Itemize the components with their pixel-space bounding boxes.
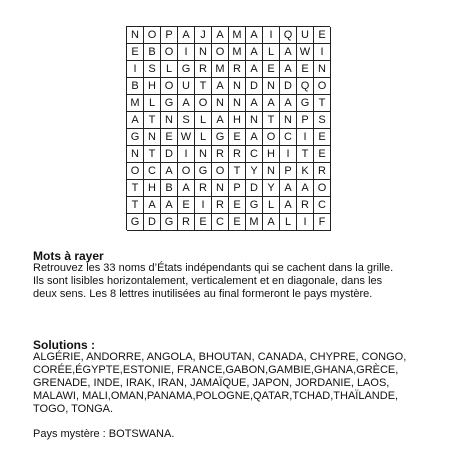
grid-cell[interactable]: T: [263, 112, 280, 129]
grid-cell[interactable]: N: [195, 146, 212, 163]
grid-cell[interactable]: T: [144, 112, 161, 129]
grid-cell[interactable]: L: [144, 95, 161, 112]
grid-cell[interactable]: M: [212, 61, 229, 78]
grid-cell[interactable]: E: [229, 197, 246, 214]
grid-cell[interactable]: T: [297, 146, 314, 163]
grid-cell[interactable]: T: [127, 180, 144, 197]
grid-cell[interactable]: L: [195, 129, 212, 146]
grid-cell[interactable]: B: [161, 180, 178, 197]
grid-cell[interactable]: L: [263, 197, 280, 214]
grid-cell[interactable]: D: [144, 214, 161, 231]
grid-cell[interactable]: M: [229, 44, 246, 61]
grid-cell[interactable]: P: [161, 27, 178, 44]
grid-cell[interactable]: C: [212, 214, 229, 231]
grid-cell[interactable]: O: [144, 27, 161, 44]
grid-cell[interactable]: Y: [263, 180, 280, 197]
grid-cell[interactable]: L: [263, 44, 280, 61]
grid-cell[interactable]: A: [280, 44, 297, 61]
grid-cell[interactable]: W: [297, 44, 314, 61]
grid-cell[interactable]: M: [229, 27, 246, 44]
grid-cell[interactable]: E: [229, 214, 246, 231]
grid-cell[interactable]: D: [280, 78, 297, 95]
grid-cell[interactable]: Q: [280, 27, 297, 44]
grid-cell[interactable]: N: [127, 146, 144, 163]
grid-cell[interactable]: P: [280, 163, 297, 180]
grid-cell[interactable]: D: [246, 78, 263, 95]
solutions-line: ALGÉRIE, ANDORRE, ANGOLA, BHOUTAN, CANADA, CHYPRE, CONGO,: [33, 351, 407, 363]
grid-cell[interactable]: E: [263, 61, 280, 78]
grid-cell[interactable]: D: [246, 180, 263, 197]
grid-cell[interactable]: B: [144, 44, 161, 61]
grid-cell[interactable]: A: [212, 112, 229, 129]
grid-cell[interactable]: S: [178, 112, 195, 129]
grid-cell[interactable]: A: [280, 95, 297, 112]
grid-cell[interactable]: N: [195, 44, 212, 61]
grid-cell[interactable]: H: [263, 146, 280, 163]
solutions-text: [33, 351, 406, 416]
grid-cell[interactable]: C: [314, 197, 331, 214]
grid-cell[interactable]: O: [212, 163, 229, 180]
grid-cell[interactable]: A: [246, 27, 263, 44]
grid-cell[interactable]: U: [297, 27, 314, 44]
solutions-line: CORÉE,ÉGYPTE,ESTONIE, FRANCE,GABON,GAMBIE,GHANA,GRÈCE,: [33, 364, 399, 376]
grid-cell[interactable]: O: [178, 163, 195, 180]
grid-cell[interactable]: A: [178, 95, 195, 112]
grid-cell[interactable]: S: [144, 61, 161, 78]
grid-cell[interactable]: E: [161, 129, 178, 146]
grid-cell[interactable]: R: [212, 197, 229, 214]
grid-cell[interactable]: E: [127, 44, 144, 61]
grid-cell[interactable]: E: [314, 27, 331, 44]
grid-cell[interactable]: R: [229, 146, 246, 163]
grid-cell[interactable]: E: [178, 197, 195, 214]
grid-cell[interactable]: T: [314, 95, 331, 112]
grid-cell[interactable]: R: [195, 180, 212, 197]
grid-cell[interactable]: N: [246, 112, 263, 129]
grid-cell[interactable]: H: [229, 112, 246, 129]
grid-cell[interactable]: G: [161, 95, 178, 112]
grid-cell[interactable]: T: [195, 78, 212, 95]
grid-cell[interactable]: C: [144, 163, 161, 180]
grid-cell[interactable]: G: [127, 214, 144, 231]
grid-cell[interactable]: U: [178, 78, 195, 95]
word-search-grid: [126, 26, 330, 230]
grid-cell[interactable]: T: [229, 163, 246, 180]
grid-cell[interactable]: N: [161, 112, 178, 129]
grid-cell[interactable]: H: [144, 78, 161, 95]
grid-cell[interactable]: N: [280, 112, 297, 129]
grid-cell[interactable]: A: [178, 180, 195, 197]
grid-cell[interactable]: R: [195, 61, 212, 78]
grid-cell[interactable]: C: [280, 129, 297, 146]
grid-cell[interactable]: W: [178, 129, 195, 146]
grid-cell[interactable]: R: [212, 146, 229, 163]
grid-cell[interactable]: E: [229, 129, 246, 146]
grid-cell[interactable]: N: [263, 78, 280, 95]
grid-cell[interactable]: L: [280, 214, 297, 231]
grid-cell[interactable]: A: [212, 78, 229, 95]
grid-cell[interactable]: Q: [297, 78, 314, 95]
grid-cell[interactable]: A: [280, 180, 297, 197]
grid-cell[interactable]: E: [314, 129, 331, 146]
grid-cell[interactable]: O: [127, 163, 144, 180]
grid-cell[interactable]: N: [229, 78, 246, 95]
grid-cell[interactable]: N: [212, 95, 229, 112]
grid-cell[interactable]: B: [127, 78, 144, 95]
grid-cell[interactable]: P: [229, 180, 246, 197]
solutions-line: MALAWI, MALI,OMAN,PANAMA,POLOGNE,QATAR,TCHAD,THAÏLANDE,: [33, 390, 399, 402]
grid-cell[interactable]: O: [212, 44, 229, 61]
grid-cell[interactable]: E: [195, 214, 212, 231]
grid-cell[interactable]: O: [161, 78, 178, 95]
grid-cell[interactable]: I: [297, 129, 314, 146]
grid-cell[interactable]: E: [297, 61, 314, 78]
grid-cell[interactable]: G: [195, 163, 212, 180]
grid-cell[interactable]: N: [263, 163, 280, 180]
grid-cell[interactable]: A: [246, 44, 263, 61]
grid-cell[interactable]: I: [127, 61, 144, 78]
grid-cell[interactable]: O: [314, 78, 331, 95]
solutions-line: GRENADE, INDE, IRAK, IRAN, JAMAÏQUE, JAPON, JORDANIE, LAOS,: [33, 377, 390, 389]
grid-cell[interactable]: N: [127, 27, 144, 44]
grid-cell[interactable]: I: [178, 44, 195, 61]
grid-cell[interactable]: L: [195, 112, 212, 129]
grid-cell[interactable]: R: [229, 61, 246, 78]
grid-cell[interactable]: L: [161, 61, 178, 78]
instructions-line: deux sens. Les 8 lettres inutilisées au final formeront le pays mystère.: [33, 288, 373, 300]
grid-cell[interactable]: T: [127, 197, 144, 214]
grid-cell[interactable]: R: [297, 197, 314, 214]
grid-cell[interactable]: I: [280, 146, 297, 163]
grid-cell[interactable]: A: [127, 112, 144, 129]
grid-cell[interactable]: A: [161, 163, 178, 180]
grid-cell[interactable]: G: [127, 129, 144, 146]
grid-cell[interactable]: A: [246, 61, 263, 78]
grid-cell[interactable]: N: [144, 129, 161, 146]
grid-cell[interactable]: M: [246, 214, 263, 231]
instructions-line: Ils sont lisibles horizontalement, verticalement et en diagonale, dans les: [33, 275, 383, 287]
instructions-title: Mots à rayer: [33, 249, 104, 263]
grid-cell[interactable]: I: [314, 44, 331, 61]
grid-cell[interactable]: O: [314, 180, 331, 197]
grid-cell[interactable]: A: [246, 129, 263, 146]
instructions-line: Retrouvez les 33 noms d’États indépendants qui se cachent dans la grille.: [33, 262, 394, 274]
solutions-line: TOGO, TONGA.: [33, 403, 114, 415]
grid-cell[interactable]: C: [246, 146, 263, 163]
grid-cell[interactable]: A: [263, 214, 280, 231]
grid-cell[interactable]: G: [161, 214, 178, 231]
grid-cell[interactable]: G: [178, 61, 195, 78]
grid-cell[interactable]: G: [246, 197, 263, 214]
grid-cell[interactable]: Y: [246, 163, 263, 180]
grid-cell[interactable]: A: [212, 27, 229, 44]
grid-cell[interactable]: I: [263, 27, 280, 44]
grid-cell[interactable]: N: [229, 95, 246, 112]
grid-cell[interactable]: G: [212, 129, 229, 146]
grid-cell[interactable]: O: [161, 44, 178, 61]
grid-cell[interactable]: S: [314, 112, 331, 129]
grid-cell[interactable]: O: [195, 95, 212, 112]
grid-cell[interactable]: A: [178, 27, 195, 44]
solutions-title: Solutions :: [33, 338, 95, 352]
grid-cell[interactable]: I: [195, 197, 212, 214]
grid-cell[interactable]: A: [246, 95, 263, 112]
grid-cell[interactable]: O: [263, 129, 280, 146]
grid-cell[interactable]: K: [297, 163, 314, 180]
grid-cell[interactable]: T: [144, 146, 161, 163]
grid-cell[interactable]: P: [297, 112, 314, 129]
grid-cell[interactable]: A: [263, 95, 280, 112]
grid-cell[interactable]: D: [161, 146, 178, 163]
grid-cell[interactable]: N: [314, 61, 331, 78]
grid-cell[interactable]: H: [144, 180, 161, 197]
grid-cell[interactable]: A: [144, 197, 161, 214]
grid-cell[interactable]: A: [280, 197, 297, 214]
grid-cell[interactable]: N: [212, 180, 229, 197]
grid-cell[interactable]: F: [314, 214, 331, 231]
mystery-country: Pays mystère : BOTSWANA.: [33, 428, 175, 440]
grid-cell[interactable]: E: [314, 146, 331, 163]
grid-cell[interactable]: R: [314, 163, 331, 180]
grid-cell[interactable]: I: [297, 214, 314, 231]
instructions-text: [33, 262, 393, 301]
grid-cell[interactable]: M: [127, 95, 144, 112]
grid-cell[interactable]: A: [280, 61, 297, 78]
grid-cell[interactable]: J: [195, 27, 212, 44]
grid-cell[interactable]: G: [297, 95, 314, 112]
grid-cell[interactable]: A: [297, 180, 314, 197]
grid-cell[interactable]: I: [178, 146, 195, 163]
grid-cell[interactable]: A: [161, 197, 178, 214]
grid-cell[interactable]: R: [178, 214, 195, 231]
